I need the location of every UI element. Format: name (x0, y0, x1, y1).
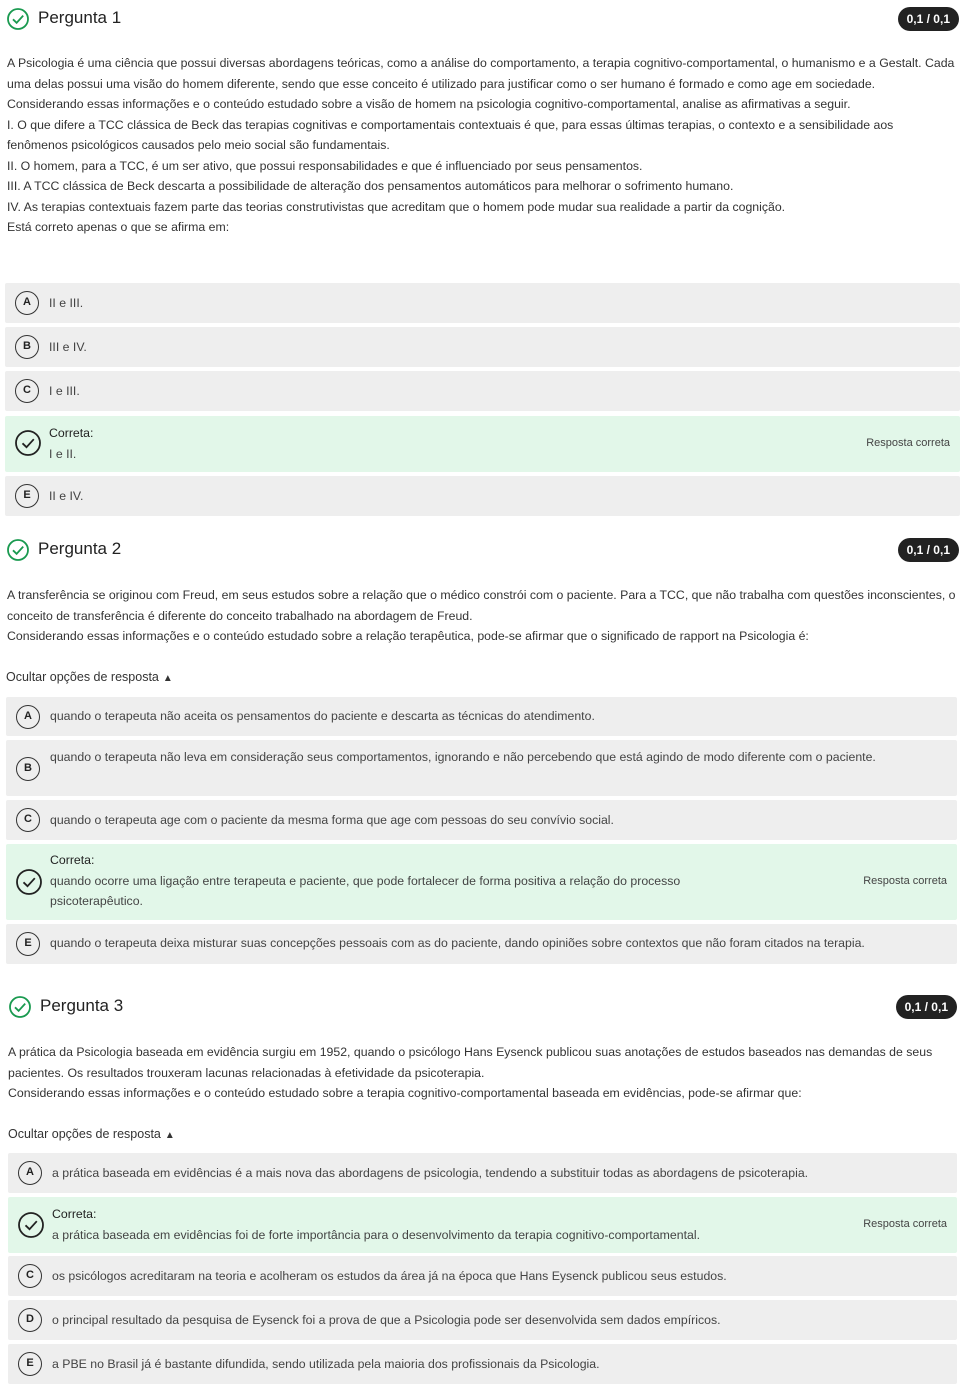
question-header (8, 992, 957, 1022)
option-letter: E (15, 484, 39, 508)
check-circle-icon (17, 1211, 45, 1239)
answer-option-c[interactable] (8, 1256, 957, 1296)
question-paragraph: III. A TCC clássica de Beck descarta a possibilidade de alteração dos pensamentos automáticos para melhorar o sofrimento humano. (7, 179, 734, 193)
check-circle-icon (15, 868, 43, 896)
option-text: a PBE no Brasil já é bastante difundida, sendo utilizada pela maioria dos profissionais da Psicologia. (52, 1357, 600, 1371)
option-text: quando o terapeuta não aceita os pensamentos do paciente e descarta as técnicas do atendimento. (50, 709, 595, 723)
correct-answer-label: Resposta correta (863, 875, 947, 887)
correct-answer-label: Resposta correta (863, 1218, 947, 1230)
question-title: Pergunta 3 (40, 996, 124, 1015)
question-header (6, 4, 959, 34)
question-paragraph: Considerando essas informações e o conteúdo estudado sobre a terapia cognitivo-comportamental baseada em evidências, pode-se afirmar que: (8, 1086, 802, 1100)
check-circle-icon (14, 429, 42, 457)
answer-option-e[interactable] (5, 476, 960, 516)
option-letter: D (18, 1308, 42, 1332)
correct-label: Correta: (50, 853, 95, 867)
option-text (49, 423, 950, 464)
question-paragraph: II. O homem, para a TCC, é um ser ativo, que possui responsabilidades e que é influenciado por seus pensamentos. (7, 158, 643, 173)
option-text: I e III. (49, 384, 80, 398)
answer-option-correct[interactable] (8, 1197, 957, 1253)
hide-options-toggle[interactable] (8, 1127, 175, 1141)
answer-option-b[interactable] (5, 327, 960, 367)
answer-option-correct[interactable] (5, 416, 960, 472)
answer-option-a[interactable] (8, 1153, 957, 1193)
correct-label: Correta: (49, 426, 94, 440)
option-letter: E (18, 1352, 42, 1376)
score-badge: 0,1 / 0,1 (896, 995, 957, 1019)
toggle-label: Ocultar opções de resposta (8, 1127, 161, 1141)
option-letter: C (16, 808, 40, 832)
option-text (50, 850, 747, 912)
option-text: a prática baseada em evidências é a mais nova das abordagens de psicologia, tendendo a substituir todas as abordagens de psicoterapia. (52, 1166, 809, 1180)
answer-option-a[interactable] (6, 697, 957, 736)
hide-options-toggle[interactable] (6, 670, 173, 684)
option-text: II e III. (49, 296, 84, 310)
question-paragraph: Considerando essas informações e o conteúdo estudado sobre a relação terapêutica, pode-se afirmar que o significado de rapport na Psicologia é: (7, 629, 809, 643)
option-text: quando o terapeuta age com o paciente da mesma forma que age com pessoas do seu convívio social. (50, 813, 614, 827)
question-text (7, 53, 957, 238)
option-answer: a prática baseada em evidências foi de forte importância para o desenvolvimento da terapia cognitivo-comportamental. (52, 1227, 701, 1242)
question-paragraph: A prática da Psicologia baseada em evidência surgiu em 1952, quando o psicólogo Hans Eysenck publicou suas anotações de estudos baseados nas demandas de seus pacientes. Os resultados trouxeram lacunas relacionadas à efetividade da psicoterapia. (8, 1045, 933, 1080)
question-title: Pergunta 1 (38, 8, 122, 27)
question-paragraph: A Psicologia é uma ciência que possui diversas abordagens teóricas, como a análise do comportamento, a terapia cognitivo-comportamental, o humanismo e a Gestalt. Cada uma delas possui uma visão do homem diferente, sendo que esse conceito é utilizado para justificar como o ser humano é formado e como age em sociedade. (7, 56, 955, 91)
option-text (52, 1204, 817, 1245)
question-paragraph: I. O que difere a TCC clássica de Beck das terapias cognitivas e comportamentais contextuais é que, para essas últimas terapias, o contexto e a sensibilidade aos fenômenos psicológicos causados pelo meio social são fundamentais. (7, 117, 894, 152)
question-text (7, 585, 957, 647)
answer-option-c[interactable] (6, 800, 957, 840)
correct-label: Correta: (52, 1207, 97, 1221)
answer-option-e[interactable] (6, 924, 957, 964)
answer-option-e[interactable] (8, 1344, 957, 1384)
check-circle-icon (6, 7, 30, 31)
check-circle-icon (8, 995, 32, 1019)
answer-option-d[interactable] (8, 1300, 957, 1340)
option-text: o principal resultado da pesquisa de Eysenck foi a prova de que a Psicologia pode ser desenvolvida sem dados empíricos. (52, 1313, 721, 1327)
option-letter: E (16, 932, 40, 956)
question-text (8, 1042, 957, 1104)
option-answer: quando ocorre uma ligação entre terapeuta e paciente, que pode fortalecer de forma positiva a relação do processo psicoterapêutico. (50, 873, 681, 908)
option-text: quando o terapeuta deixa misturar suas concepções pessoais com as do paciente, dando opiniões sobre contextos que não foram citados na terapia. (50, 936, 865, 950)
correct-answer-label: Resposta correta (866, 437, 950, 449)
answer-option-correct[interactable] (6, 844, 957, 920)
question-paragraph: A transferência se originou com Freud, em seus estudos sobre a relação que o médico constrói com o paciente. Para a TCC, que não trabalha com questões inconscientes, o conceito de transferência é diferente do conceito trabalhado na abordagem de Freud. (7, 588, 956, 623)
answer-option-c[interactable] (5, 371, 960, 411)
option-text: os psicólogos acreditaram na teoria e acolheram os estudos da área já na época que Hans Eysenck publicou seus estudos. (52, 1269, 727, 1283)
option-letter: B (15, 335, 39, 359)
score-badge: 0,1 / 0,1 (898, 7, 959, 31)
option-letter: A (15, 291, 39, 315)
option-text: quando o terapeuta não leva em consideração seus comportamentos, ignorando e não percebendo que está agindo de modo diferente com o paciente. (50, 750, 876, 764)
option-letter: A (16, 705, 40, 729)
question-paragraph: Está correto apenas o que se afirma em: (7, 220, 230, 234)
option-text: II e IV. (49, 489, 84, 503)
question-header (6, 535, 959, 565)
chevron-up-icon: ▲ (164, 1130, 175, 1141)
option-letter: A (18, 1161, 42, 1185)
option-answer: I e II. (49, 446, 77, 461)
check-circle-icon (6, 538, 30, 562)
answer-option-b[interactable] (6, 740, 957, 796)
answer-option-a[interactable] (5, 283, 960, 323)
question-title: Pergunta 2 (38, 539, 122, 558)
chevron-up-icon: ▲ (162, 673, 173, 684)
question-paragraph: IV. As terapias contextuais fazem parte das teorias construtivistas que acreditam que o homem pode mudar sua realidade a partir da cognição. (7, 199, 786, 214)
option-letter: C (15, 379, 39, 403)
option-text: III e IV. (49, 340, 87, 354)
question-paragraph: Considerando essas informações e o conteúdo estudado sobre a visão de homem na psicologia cognitivo-comportamental, analise as afirmativas a seguir. (7, 97, 851, 111)
option-letter: C (18, 1264, 42, 1288)
toggle-label: Ocultar opções de resposta (6, 670, 159, 684)
option-letter: B (16, 757, 40, 781)
score-badge: 0,1 / 0,1 (898, 538, 959, 562)
